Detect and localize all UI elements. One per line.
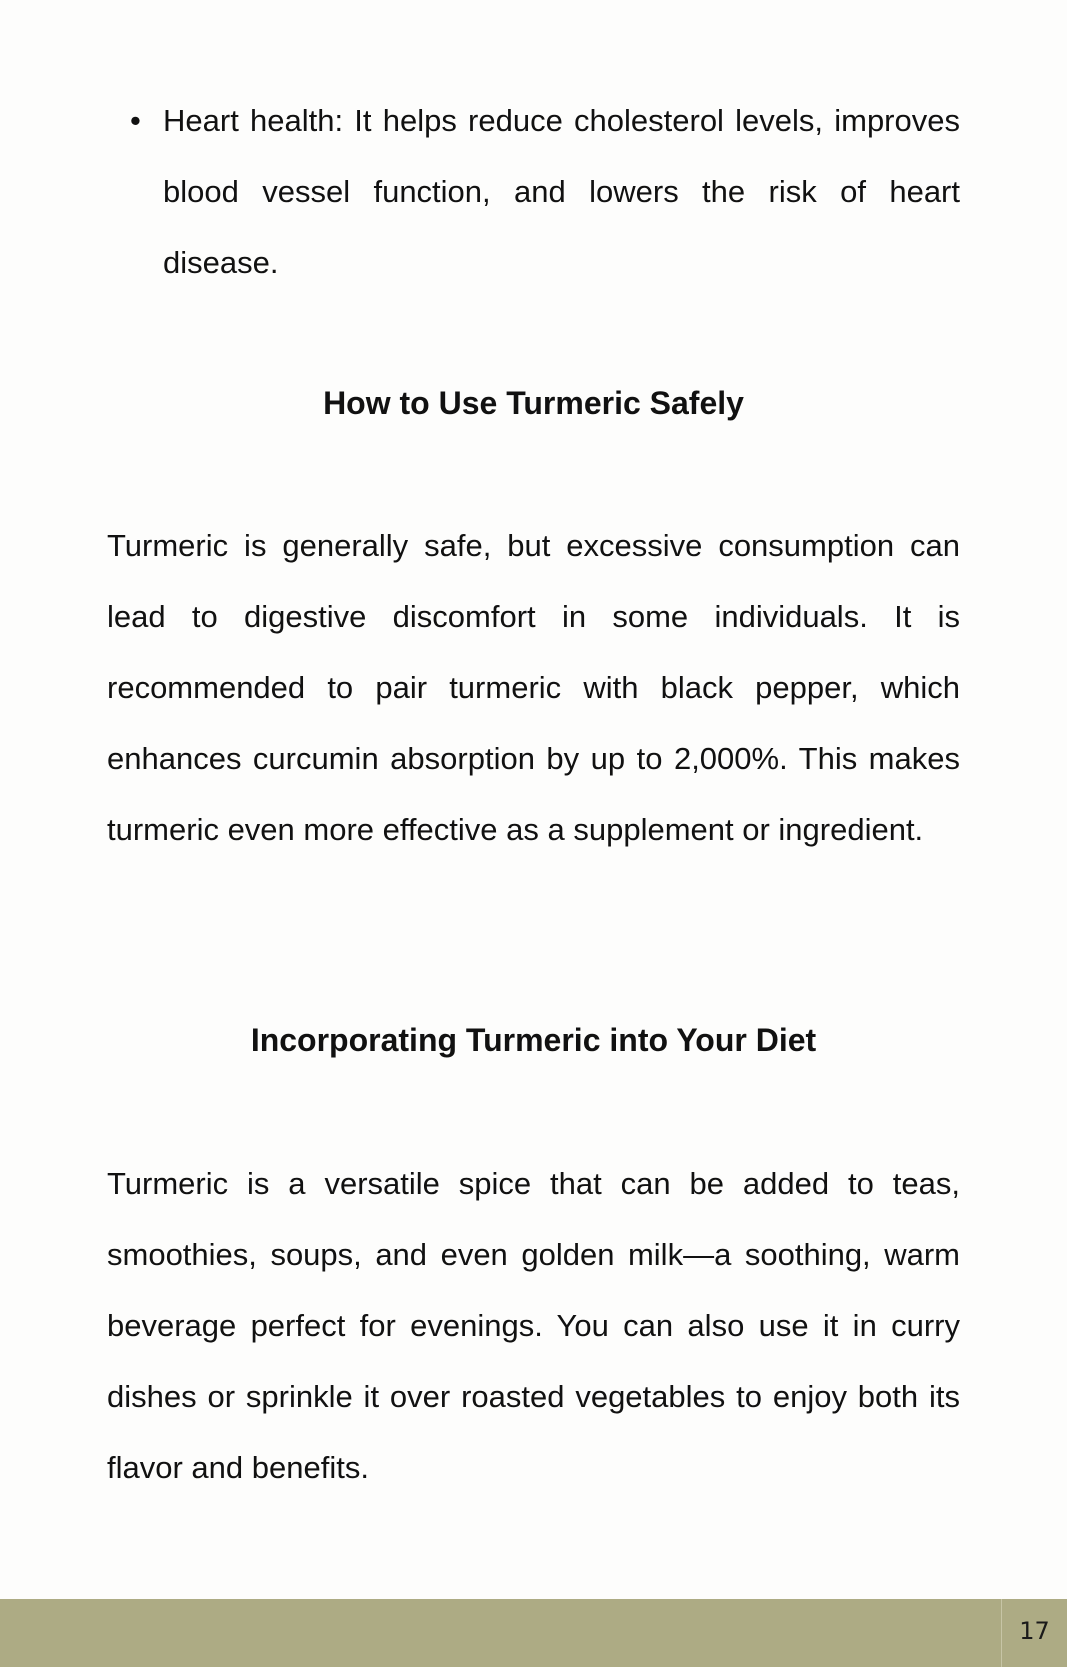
bullet-item-heart-health xyxy=(130,85,960,298)
paragraph-diet: Turmeric is a versatile spice that can be added to teas, smoothies, soups, and even golden milk—a soothing, warm beverage perfect for evenings. You can also use it in curry dishes or sprinkle it over roasted vegetables to enjoy both its flavor and benefits. xyxy=(107,1166,960,1485)
bullet-text: Heart health: It helps reduce cholesterol levels, improves blood vessel function, and lowers the risk of heart disease. xyxy=(163,103,960,280)
paragraph-safety: Turmeric is generally safe, but excessive consumption can lead to digestive discomfort in some individuals. It is recommended to pair turmeric with black pepper, which enhances curcumin absorption by up to 2,000%. This makes turmeric even more effective as a supplement or ingredient. xyxy=(107,528,960,847)
page-number: 17 xyxy=(1001,1599,1067,1667)
section-heading-diet: Incorporating Turmeric into Your Diet xyxy=(250,1022,817,1058)
bullet-icon: • xyxy=(130,103,141,138)
footer-bar xyxy=(0,1599,1067,1667)
section-heading-safety: How to Use Turmeric Safely xyxy=(323,385,744,421)
